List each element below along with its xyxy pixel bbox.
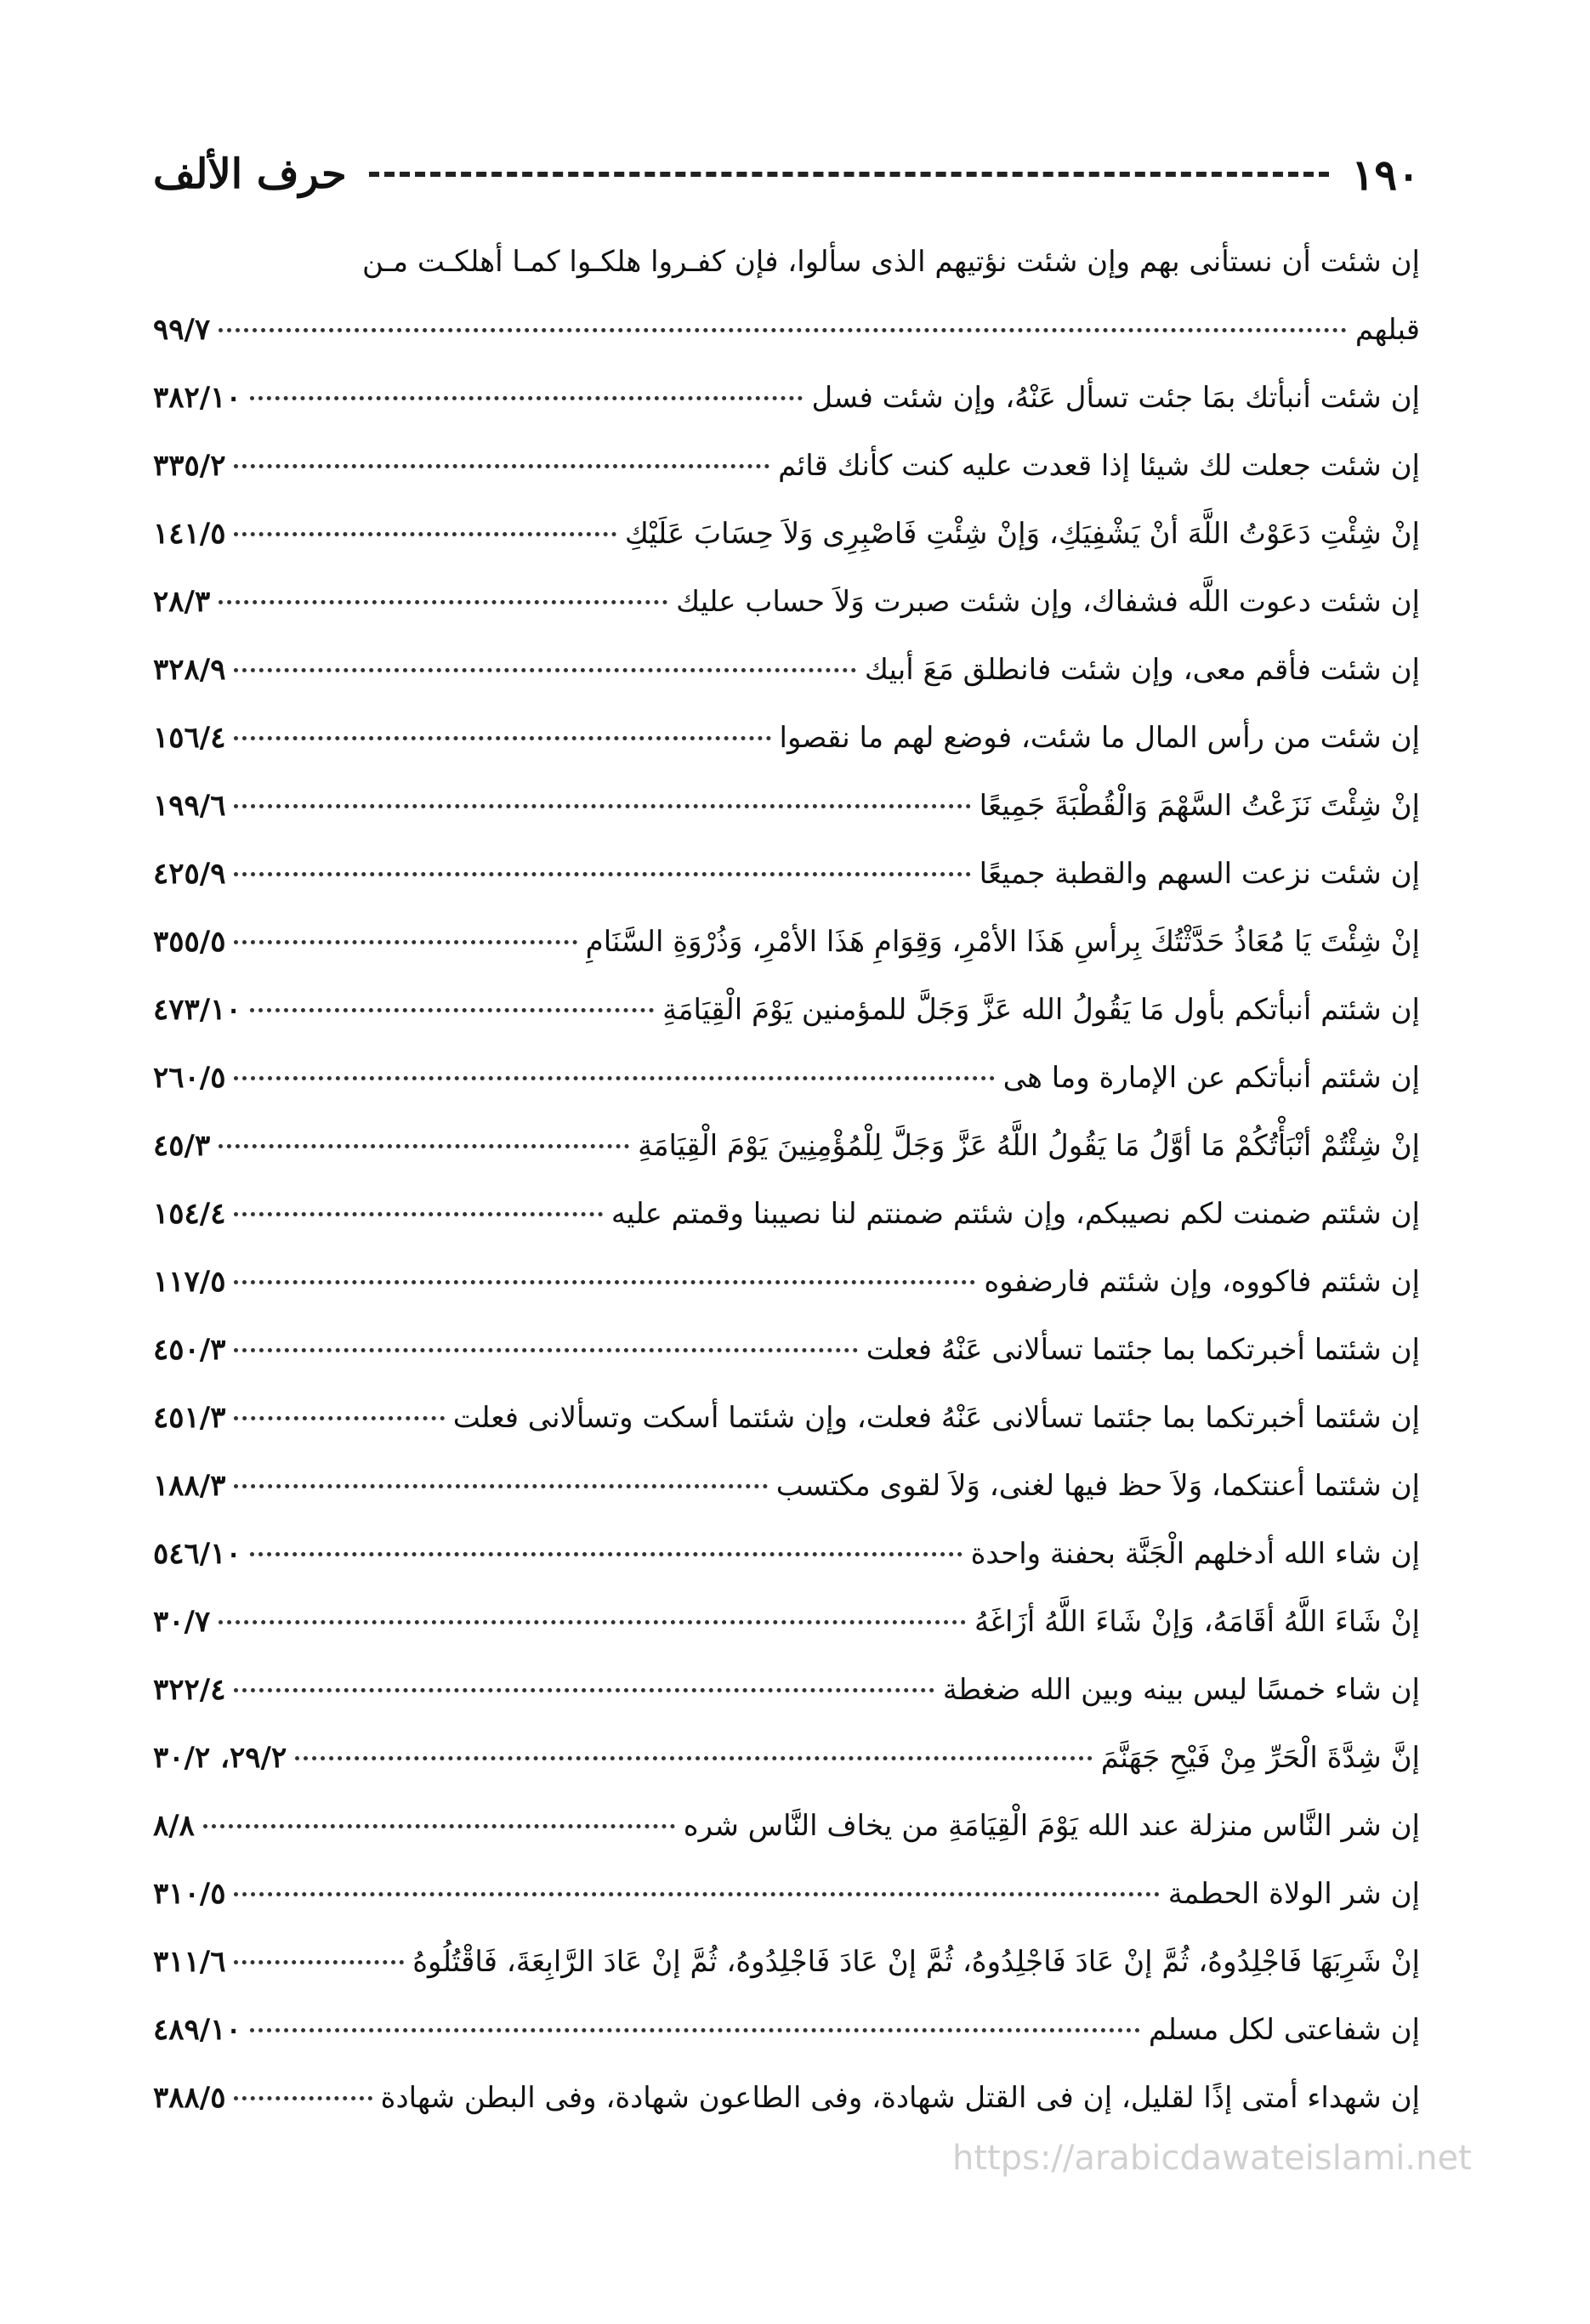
entry-text: إن شئتم أنبأتكم بأول مَا يَقُولُ الله عَزَّ وَجَلَّ للمؤمنين يَوْمَ الْقِيَامَةِ [662, 993, 1420, 1027]
page-header [153, 145, 1420, 204]
entry-reference: ٢٨/٣ [153, 585, 211, 619]
entry-row [153, 1928, 1420, 1996]
watermark: https://arabicdawateislami.net [952, 2139, 1472, 2178]
entry-reference: ٤٥١/٣ [153, 1401, 226, 1435]
index-entry [153, 636, 1420, 704]
dot-leader [234, 1076, 994, 1080]
entry-reference: ٣٨٢/١٠ [153, 381, 241, 415]
index-entry [153, 840, 1420, 908]
index-entry [153, 1792, 1420, 1860]
entry-text: إنَّ شِدَّةَ الْحَرِّ مِنْ فَيْحِ جَهَنَّمَ [1100, 1741, 1420, 1775]
entry-text: إن شئت دعوت اللَّه فشفاك، وإن شئت صبرت وَلاَ حساب عليك [676, 585, 1420, 619]
entry-reference: ٥٤٦/١٠ [153, 1537, 241, 1571]
entry-row [153, 704, 1420, 772]
dot-leader [234, 464, 769, 468]
entry-reference: ٤٢٥/٩ [153, 857, 226, 891]
entry-row [153, 1112, 1420, 1180]
entry-reference: ٣٢٨/٩ [153, 653, 226, 687]
entry-text: إنْ شِئْتِ دَعَوْتُ اللَّهَ أنْ يَشْفِيَكِ، وَإنْ شِئْتِ فَاصْبِرِى وَلاَ حِسَابَ عَلَيْكِ [624, 517, 1420, 551]
entry-row [153, 432, 1420, 500]
index-entry [153, 1860, 1420, 1928]
index-entry [153, 568, 1420, 636]
index-entry [153, 704, 1420, 772]
entry-row [153, 772, 1420, 840]
entry-reference: ٩٩/٧ [153, 313, 211, 347]
dot-leader [250, 396, 804, 400]
index-entry [153, 1316, 1420, 1384]
entry-text: إن شئتما أعنتكما، وَلاَ حظ فيها لغنى، وَلاَ لقوى مكتسب [775, 1469, 1420, 1503]
entry-reference: ١٥٦/٤ [153, 721, 226, 755]
entry-reference: ١٤١/٥ [153, 517, 226, 551]
entry-text: إنْ شِئْتَ يَا مُعَاذُ حَدَّثْتُكَ بِرأسِ هَذَا الأمْرِ، وَقِوَامِ هَذَا الأمْرِ، وَذُرْوَةِ السَّنَامِ [585, 925, 1420, 959]
index-entry [153, 364, 1420, 432]
entry-text: إن شر النَّاس منزلة عند الله يَوْمَ الْقِيَامَةِ من يخاف النَّاس شره [683, 1809, 1420, 1843]
entry-text: إنْ شِئْتَ نَزَعْتُ السَّهْمَ وَالْقُطْبَةَ جَمِيعًا [979, 789, 1420, 823]
index-entry [153, 1588, 1420, 1656]
index-entry [153, 1928, 1420, 1996]
entry-row [153, 840, 1420, 908]
entry-text: إن شئتما أخبرتكما بما جئتما تسألانى عَنْهُ فعلت، وإن شئتما أسكت وتسألانى فعلت [452, 1401, 1420, 1435]
entry-row [153, 1044, 1420, 1112]
entry-first-line: إن شئت أن نستأنى بهم وإن شئت نؤتيهم الذى سألوا، فإن كفـروا هلكـوا كمـا أهلكـت مـن [362, 245, 1420, 279]
entry-reference: ١٨٨/٣ [153, 1469, 226, 1503]
entry-text: إن شئت فأقم معى، وإن شئت فانطلق مَعَ أبيك [864, 653, 1420, 687]
entry-text: إن شاء الله أدخلهم الْجَنَّة بحفنة واحدة [970, 1537, 1420, 1571]
index-entry [153, 1112, 1420, 1180]
dot-leader [250, 1008, 654, 1012]
entry-text: إن شئتم فاكووه، وإن شئتم فارضفوه [984, 1265, 1420, 1299]
entry-row [153, 1248, 1420, 1316]
entry-text: إن شئت أنبأتك بمَا جئت تسأل عَنْهُ، وإن شئت فسل [811, 381, 1420, 415]
entry-text: إن شئتما أخبرتكما بما جئتما تسألانى عَنْهُ فعلت [866, 1333, 1420, 1367]
entry-row [153, 296, 1420, 364]
entry-reference: ١٥٤/٤ [153, 1197, 226, 1231]
index-entry [153, 1384, 1420, 1452]
entry-row [153, 908, 1420, 976]
entry-row [153, 636, 1420, 704]
entry-reference: ١٩٩/٦ [153, 789, 226, 823]
dot-leader [250, 1552, 963, 1556]
dot-leader [219, 1620, 966, 1624]
entry-reference: ٣٥٥/٥ [153, 925, 226, 959]
index-entry [153, 1248, 1420, 1316]
dot-leader [219, 328, 1347, 332]
entry-row [153, 364, 1420, 432]
index-entry [153, 1044, 1420, 1112]
page-number: ١٩٠ [1351, 149, 1420, 200]
entry-text: إن شئتم ضمنت لكم نصيبكم، وإن شئتم ضمنتم لنا نصيبنا وقمتم عليه [610, 1197, 1420, 1231]
entry-reference: ٢٦٠/٥ [153, 1061, 226, 1095]
dot-leader [203, 1824, 675, 1828]
entry-text: إن شر الولاة الحطمة [1167, 1877, 1420, 1911]
dot-leader [234, 1348, 857, 1352]
entry-text: إنْ شَاءَ اللَّهُ أقَامَهُ، وَإنْ شَاءَ اللَّهُ أزَاغَهُ [974, 1605, 1420, 1639]
entry-row [153, 568, 1420, 636]
entry-reference: ٢٩/٢، ٣٠/٢ [153, 1741, 287, 1775]
entry-text: إن شئتم أنبأتكم عن الإمارة وما هى [1002, 1061, 1420, 1095]
entry-row [153, 1792, 1420, 1860]
entry-reference: ٣٨٨/٥ [153, 2081, 226, 2115]
entry-text: إن شئت من رأس المال ما شئت، فوضع لهم ما نقصوا [779, 721, 1420, 755]
entry-reference: ٤٥٠/٣ [153, 1333, 226, 1367]
index-entry [153, 772, 1420, 840]
entry-reference: ٣٣٥/٢ [153, 449, 226, 483]
entry-reference: ٣١٠/٥ [153, 1877, 226, 1911]
entry-reference: ٤٧٣/١٠ [153, 993, 241, 1027]
entry-row [153, 500, 1420, 568]
dot-leader [234, 1960, 404, 1964]
entry-reference: ١١٧/٥ [153, 1265, 226, 1299]
section-title: حرف الألف [153, 150, 347, 198]
dot-leader [234, 668, 855, 672]
entry-reference: ٣٢٢/٤ [153, 1673, 226, 1707]
index-entry [153, 1996, 1420, 2064]
entry-reference: ٣١١/٦ [153, 1945, 226, 1979]
entry-row [153, 1724, 1420, 1792]
header-rule [369, 172, 1330, 177]
entry-reference: ٨/٨ [153, 1809, 195, 1843]
index-entry [153, 976, 1420, 1044]
entry-text: إن شهداء أمتى إذًا لقليل، إن فى القتل شهادة، وفى الطاعون شهادة، وفى البطن شهادة [380, 2081, 1420, 2115]
entry-text: إن شاء خمسًا ليس بينه وبين الله ضغطة [942, 1673, 1420, 1707]
entry-row [153, 1316, 1420, 1384]
entry-row [153, 1180, 1420, 1248]
dot-leader [234, 1416, 444, 1420]
entry-row [153, 976, 1420, 1044]
entry-reference: ٤٥/٣ [153, 1129, 211, 1163]
entry-text: إن شئت نزعت السهم والقطبة جميعًا [979, 857, 1420, 891]
dot-leader [295, 1756, 1093, 1760]
dot-leader [234, 1688, 934, 1692]
dot-leader [234, 1280, 975, 1284]
dot-leader [234, 532, 616, 536]
entry-row [153, 1996, 1420, 2064]
entry-text: إنْ شَرِبَهَا فَاجْلِدُوهُ، ثُمَّ إنْ عَادَ فَاجْلِدُوهُ، ثُمَّ إنْ عَادَ فَاجْلِدُوهُ، ثُمَّ إنْ عَادَ الرَّابِعَةَ، فَاقْتُلُوهُ [412, 1945, 1420, 1979]
index-entry [153, 1520, 1420, 1588]
entry-row [153, 1384, 1420, 1452]
entry-row [153, 1860, 1420, 1928]
index-entry [153, 228, 1420, 364]
index-entry [153, 1180, 1420, 1248]
entry-row [153, 1656, 1420, 1724]
dot-leader [250, 2028, 1140, 2032]
entry-reference: ٣٠/٧ [153, 1605, 211, 1639]
dot-leader [234, 736, 770, 740]
index-entry [153, 2064, 1420, 2132]
entry-reference: ٤٨٩/١٠ [153, 2013, 241, 2047]
entry-row [153, 1588, 1420, 1656]
dot-leader [234, 804, 970, 808]
dot-leader [234, 940, 576, 944]
index-entry [153, 1452, 1420, 1520]
entry-text: إن شئت جعلت لك شيئا إذا قعدت عليه كنت كأنك قائم [778, 449, 1420, 483]
dot-leader [219, 600, 667, 604]
entry-text: إن شفاعتى لكل مسلم [1148, 2013, 1420, 2047]
entry-row [153, 2064, 1420, 2132]
index-entry [153, 908, 1420, 976]
dot-leader [219, 1144, 629, 1148]
index-entry [153, 1724, 1420, 1792]
dot-leader [234, 2096, 372, 2100]
entry-list [153, 228, 1420, 2132]
dot-leader [234, 1892, 1159, 1896]
index-entry [153, 432, 1420, 500]
entry-text: إنْ شِئْتُمْ أنْبَأْتُكُمْ مَا أوَّلُ مَا يَقُولُ اللَّهُ عَزَّ وَجَلَّ لِلْمُؤْمِنِينَ يَوْمَ الْقِيَامَةِ [638, 1129, 1420, 1163]
index-entry [153, 1656, 1420, 1724]
entry-row [153, 1520, 1420, 1588]
entry-row [153, 1452, 1420, 1520]
dot-leader [234, 1212, 602, 1216]
entry-text: قبلهم [1354, 313, 1420, 347]
index-entry [153, 500, 1420, 568]
dot-leader [234, 872, 970, 876]
dot-leader [234, 1484, 767, 1488]
